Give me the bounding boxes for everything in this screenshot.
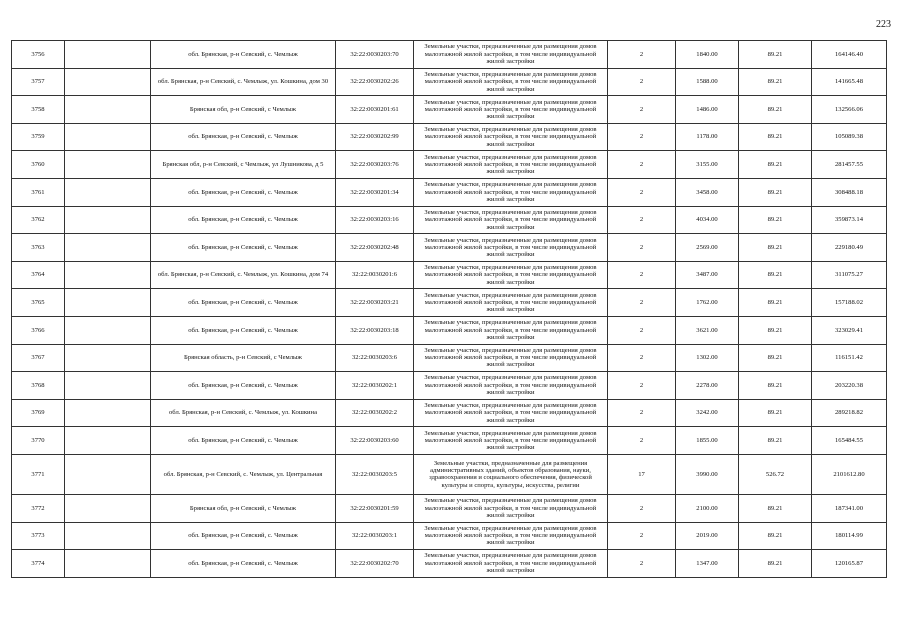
cell-cadastral-value: 311075.27 xyxy=(812,261,887,289)
table-row xyxy=(12,494,887,522)
table-row xyxy=(12,372,887,400)
cell-address: обл. Брянская, р-н Севский, с. Чемлыж, ул. Кошкина xyxy=(151,399,336,427)
cell-specific-value: 89.21 xyxy=(739,372,812,400)
cell-cadastral-value: 203220.38 xyxy=(812,372,887,400)
cell-group: 17 xyxy=(608,454,676,494)
cell-usage-type: Земельные участки, предназначенные для размещения административных зданий, объектов образования, науки, здравоохранения и социального обеспечения, физической культуры и спорта, культуры, искусства, религии xyxy=(414,454,608,494)
table-row xyxy=(12,68,887,96)
cell-group: 2 xyxy=(608,123,676,151)
cell-specific-value: 89.21 xyxy=(739,123,812,151)
cell-number: 3765 xyxy=(12,289,65,317)
cell-cadastral-number: 32:22:0030202:99 xyxy=(336,123,414,151)
cell-gap xyxy=(65,372,151,400)
table-row xyxy=(12,289,887,317)
cell-gap xyxy=(65,261,151,289)
cell-usage-type: Земельные участки, предназначенные для размещения домов малоэтажной жилой застройки, в том числе индивидуальной жилой застройки xyxy=(414,344,608,372)
cell-cadastral-value: 164146.40 xyxy=(812,41,887,69)
cell-number: 3769 xyxy=(12,399,65,427)
cell-area: 2019.00 xyxy=(676,522,739,550)
cell-specific-value: 89.21 xyxy=(739,550,812,578)
cell-area: 2569.00 xyxy=(676,234,739,262)
cell-address: обл. Брянская, р-н Севский, с. Чемлыж xyxy=(151,234,336,262)
cell-number: 3771 xyxy=(12,454,65,494)
table-row xyxy=(12,522,887,550)
cell-address: обл. Брянская, р-н Севский, с. Чемлыж xyxy=(151,206,336,234)
cell-area: 1762.00 xyxy=(676,289,739,317)
cell-specific-value: 89.21 xyxy=(739,316,812,344)
table-row xyxy=(12,234,887,262)
table-row xyxy=(12,151,887,179)
cell-number: 3770 xyxy=(12,427,65,455)
cell-usage-type: Земельные участки, предназначенные для размещения домов малоэтажной жилой застройки, в том числе индивидуальной жилой застройки xyxy=(414,68,608,96)
cell-gap xyxy=(65,427,151,455)
table-row xyxy=(12,178,887,206)
cell-usage-type: Земельные участки, предназначенные для размещения домов малоэтажной жилой застройки, в том числе индивидуальной жилой застройки xyxy=(414,316,608,344)
cell-area: 1347.00 xyxy=(676,550,739,578)
cell-cadastral-number: 32:22:0030202:70 xyxy=(336,550,414,578)
cell-area: 1855.00 xyxy=(676,427,739,455)
cell-cadastral-value: 157188.02 xyxy=(812,289,887,317)
cell-gap xyxy=(65,41,151,69)
cell-address: обл. Брянская, р-н Севский, с. Чемлыж, ул. Кошкина, дом 74 xyxy=(151,261,336,289)
cell-area: 2278.00 xyxy=(676,372,739,400)
cell-gap xyxy=(65,289,151,317)
table-row xyxy=(12,261,887,289)
cell-specific-value: 89.21 xyxy=(739,522,812,550)
cell-usage-type: Земельные участки, предназначенные для размещения домов малоэтажной жилой застройки, в том числе индивидуальной жилой застройки xyxy=(414,123,608,151)
cell-cadastral-value: 2101612.80 xyxy=(812,454,887,494)
cell-area: 3621.00 xyxy=(676,316,739,344)
cell-cadastral-number: 32:22:0030202:48 xyxy=(336,234,414,262)
cell-gap xyxy=(65,454,151,494)
cell-number: 3761 xyxy=(12,178,65,206)
cell-cadastral-number: 32:22:0030201:34 xyxy=(336,178,414,206)
cell-cadastral-value: 105089.38 xyxy=(812,123,887,151)
cell-number: 3759 xyxy=(12,123,65,151)
cell-group: 2 xyxy=(608,41,676,69)
cell-specific-value: 89.21 xyxy=(739,178,812,206)
cell-group: 2 xyxy=(608,344,676,372)
cell-number: 3767 xyxy=(12,344,65,372)
table-row xyxy=(12,96,887,124)
cell-usage-type: Земельные участки, предназначенные для размещения домов малоэтажной жилой застройки, в том числе индивидуальной жилой застройки xyxy=(414,41,608,69)
cell-gap xyxy=(65,344,151,372)
cell-group: 2 xyxy=(608,494,676,522)
cell-cadastral-value: 323029.41 xyxy=(812,316,887,344)
cell-cadastral-value: 116151.42 xyxy=(812,344,887,372)
cell-cadastral-value: 308488.18 xyxy=(812,178,887,206)
cell-specific-value: 89.21 xyxy=(739,399,812,427)
cell-number: 3760 xyxy=(12,151,65,179)
cell-specific-value: 89.21 xyxy=(739,96,812,124)
cell-cadastral-number: 32:22:0030201:59 xyxy=(336,494,414,522)
cell-area: 1178.00 xyxy=(676,123,739,151)
cell-specific-value: 89.21 xyxy=(739,234,812,262)
cell-number: 3762 xyxy=(12,206,65,234)
cell-number: 3764 xyxy=(12,261,65,289)
cell-specific-value: 89.21 xyxy=(739,41,812,69)
cell-address: обл. Брянская, р-н Севский, с. Чемлыж xyxy=(151,289,336,317)
cell-address: обл. Брянская, р-н Севский, с. Чемлыж xyxy=(151,550,336,578)
cell-gap xyxy=(65,399,151,427)
cell-usage-type: Земельные участки, предназначенные для размещения домов малоэтажной жилой застройки, в том числе индивидуальной жилой застройки xyxy=(414,261,608,289)
cell-specific-value: 89.21 xyxy=(739,344,812,372)
cell-specific-value: 89.21 xyxy=(739,494,812,522)
cell-cadastral-number: 32:22:0030203:5 xyxy=(336,454,414,494)
cell-number: 3763 xyxy=(12,234,65,262)
cell-group: 2 xyxy=(608,522,676,550)
cell-gap xyxy=(65,123,151,151)
cell-usage-type: Земельные участки, предназначенные для размещения домов малоэтажной жилой застройки, в том числе индивидуальной жилой застройки xyxy=(414,289,608,317)
cell-address: обл. Брянская, р-н Севский, с. Чемлыж, ул. Центральная xyxy=(151,454,336,494)
cell-number: 3772 xyxy=(12,494,65,522)
cell-cadastral-value: 120165.87 xyxy=(812,550,887,578)
cell-usage-type: Земельные участки, предназначенные для размещения домов малоэтажной жилой застройки, в том числе индивидуальной жилой застройки xyxy=(414,151,608,179)
cell-address: обл. Брянская, р-н Севский, с. Чемлыж xyxy=(151,123,336,151)
cell-gap xyxy=(65,68,151,96)
cell-area: 1302.00 xyxy=(676,344,739,372)
cell-area: 3990.00 xyxy=(676,454,739,494)
cell-cadastral-value: 165484.55 xyxy=(812,427,887,455)
cell-cadastral-number: 32:22:0030203:6 xyxy=(336,344,414,372)
cell-group: 2 xyxy=(608,96,676,124)
cell-address: Брянская обл, р-н Севский, с Чемлыж, ул Лушникова, д 5 xyxy=(151,151,336,179)
cell-group: 2 xyxy=(608,151,676,179)
cell-group: 2 xyxy=(608,289,676,317)
cell-cadastral-value: 132566.06 xyxy=(812,96,887,124)
cell-specific-value: 89.21 xyxy=(739,261,812,289)
cell-gap xyxy=(65,522,151,550)
cell-address: обл. Брянская, р-н Севский, с. Чемлыж xyxy=(151,316,336,344)
cell-area: 1840.00 xyxy=(676,41,739,69)
table-row xyxy=(12,41,887,69)
table-row xyxy=(12,344,887,372)
cell-address: Брянская область, р-н Севский, с Чемлыж xyxy=(151,344,336,372)
cell-cadastral-number: 32:22:0030203:21 xyxy=(336,289,414,317)
cell-cadastral-value: 180114.99 xyxy=(812,522,887,550)
cell-area: 3458.00 xyxy=(676,178,739,206)
cell-address: обл. Брянская, р-н Севский, с. Чемлыж xyxy=(151,427,336,455)
cell-group: 2 xyxy=(608,206,676,234)
cell-number: 3774 xyxy=(12,550,65,578)
cell-cadastral-number: 32:22:0030203:18 xyxy=(336,316,414,344)
cell-cadastral-value: 359873.14 xyxy=(812,206,887,234)
cell-address: обл. Брянская, р-н Севский, с. Чемлыж xyxy=(151,41,336,69)
cadastral-value-table xyxy=(11,40,887,578)
cell-cadastral-value: 289218.82 xyxy=(812,399,887,427)
table-body xyxy=(12,41,887,578)
cell-group: 2 xyxy=(608,261,676,289)
cell-usage-type: Земельные участки, предназначенные для размещения домов малоэтажной жилой застройки, в том числе индивидуальной жилой застройки xyxy=(414,96,608,124)
cell-specific-value: 89.21 xyxy=(739,427,812,455)
cell-gap xyxy=(65,234,151,262)
cell-cadastral-number: 32:22:0030201:6 xyxy=(336,261,414,289)
cell-number: 3773 xyxy=(12,522,65,550)
cell-number: 3768 xyxy=(12,372,65,400)
cell-number: 3756 xyxy=(12,41,65,69)
table-row xyxy=(12,399,887,427)
table-row xyxy=(12,123,887,151)
cell-gap xyxy=(65,494,151,522)
cell-address: Брянская обл, р-н Севский, с Чемлыж xyxy=(151,96,336,124)
cell-cadastral-number: 32:22:0030203:16 xyxy=(336,206,414,234)
cell-specific-value: 89.21 xyxy=(739,151,812,179)
cell-usage-type: Земельные участки, предназначенные для размещения домов малоэтажной жилой застройки, в том числе индивидуальной жилой застройки xyxy=(414,372,608,400)
cell-gap xyxy=(65,206,151,234)
cell-gap xyxy=(65,178,151,206)
cell-specific-value: 526.72 xyxy=(739,454,812,494)
cell-cadastral-number: 32:22:0030203:76 xyxy=(336,151,414,179)
cell-address: обл. Брянская, р-н Севский, с. Чемлыж xyxy=(151,522,336,550)
cell-area: 3487.00 xyxy=(676,261,739,289)
cell-cadastral-value: 141665.48 xyxy=(812,68,887,96)
cell-cadastral-number: 32:22:0030203:1 xyxy=(336,522,414,550)
cell-cadastral-number: 32:22:0030203:70 xyxy=(336,41,414,69)
cell-group: 2 xyxy=(608,427,676,455)
cell-specific-value: 89.21 xyxy=(739,68,812,96)
page-number: 223 xyxy=(876,19,891,30)
cell-usage-type: Земельные участки, предназначенные для размещения домов малоэтажной жилой застройки, в том числе индивидуальной жилой застройки xyxy=(414,522,608,550)
table-row xyxy=(12,427,887,455)
cell-area: 1486.00 xyxy=(676,96,739,124)
cell-gap xyxy=(65,151,151,179)
cell-group: 2 xyxy=(608,399,676,427)
cell-specific-value: 89.21 xyxy=(739,289,812,317)
cell-area: 4034.00 xyxy=(676,206,739,234)
cell-cadastral-value: 281457.55 xyxy=(812,151,887,179)
cell-cadastral-number: 32:22:0030202:2 xyxy=(336,399,414,427)
cell-usage-type: Земельные участки, предназначенные для размещения домов малоэтажной жилой застройки, в том числе индивидуальной жилой застройки xyxy=(414,178,608,206)
cell-area: 3242.00 xyxy=(676,399,739,427)
cell-address: обл. Брянская, р-н Севский, с. Чемлыж xyxy=(151,372,336,400)
cell-specific-value: 89.21 xyxy=(739,206,812,234)
table-row xyxy=(12,316,887,344)
cell-gap xyxy=(65,316,151,344)
table-row xyxy=(12,550,887,578)
cell-number: 3758 xyxy=(12,96,65,124)
cell-cadastral-value: 229180.49 xyxy=(812,234,887,262)
table-row xyxy=(12,454,887,494)
cell-usage-type: Земельные участки, предназначенные для размещения домов малоэтажной жилой застройки, в том числе индивидуальной жилой застройки xyxy=(414,234,608,262)
cell-number: 3757 xyxy=(12,68,65,96)
cell-gap xyxy=(65,96,151,124)
table-row xyxy=(12,206,887,234)
cell-group: 2 xyxy=(608,372,676,400)
cell-cadastral-value: 187341.00 xyxy=(812,494,887,522)
cell-number: 3766 xyxy=(12,316,65,344)
cell-usage-type: Земельные участки, предназначенные для размещения домов малоэтажной жилой застройки, в том числе индивидуальной жилой застройки xyxy=(414,494,608,522)
cell-usage-type: Земельные участки, предназначенные для размещения домов малоэтажной жилой застройки, в том числе индивидуальной жилой застройки xyxy=(414,427,608,455)
cell-cadastral-number: 32:22:0030202:26 xyxy=(336,68,414,96)
cell-cadastral-number: 32:22:0030202:1 xyxy=(336,372,414,400)
cell-area: 1588.00 xyxy=(676,68,739,96)
cell-group: 2 xyxy=(608,234,676,262)
cell-area: 2100.00 xyxy=(676,494,739,522)
cell-group: 2 xyxy=(608,178,676,206)
cell-group: 2 xyxy=(608,68,676,96)
cell-gap xyxy=(65,550,151,578)
cell-group: 2 xyxy=(608,550,676,578)
cell-cadastral-number: 32:22:0030203:60 xyxy=(336,427,414,455)
cell-cadastral-number: 32:22:0030201:61 xyxy=(336,96,414,124)
cell-usage-type: Земельные участки, предназначенные для размещения домов малоэтажной жилой застройки, в том числе индивидуальной жилой застройки xyxy=(414,206,608,234)
cell-address: обл. Брянская, р-н Севский, с. Чемлыж, ул. Кошкина, дом 30 xyxy=(151,68,336,96)
cell-area: 3155.00 xyxy=(676,151,739,179)
cell-usage-type: Земельные участки, предназначенные для размещения домов малоэтажной жилой застройки, в том числе индивидуальной жилой застройки xyxy=(414,550,608,578)
cell-usage-type: Земельные участки, предназначенные для размещения домов малоэтажной жилой застройки, в том числе индивидуальной жилой застройки xyxy=(414,399,608,427)
cell-group: 2 xyxy=(608,316,676,344)
cell-address: обл. Брянская, р-н Севский, с. Чемлыж xyxy=(151,178,336,206)
cell-address: Брянская обл, р-н Севский, с Чемлыж xyxy=(151,494,336,522)
